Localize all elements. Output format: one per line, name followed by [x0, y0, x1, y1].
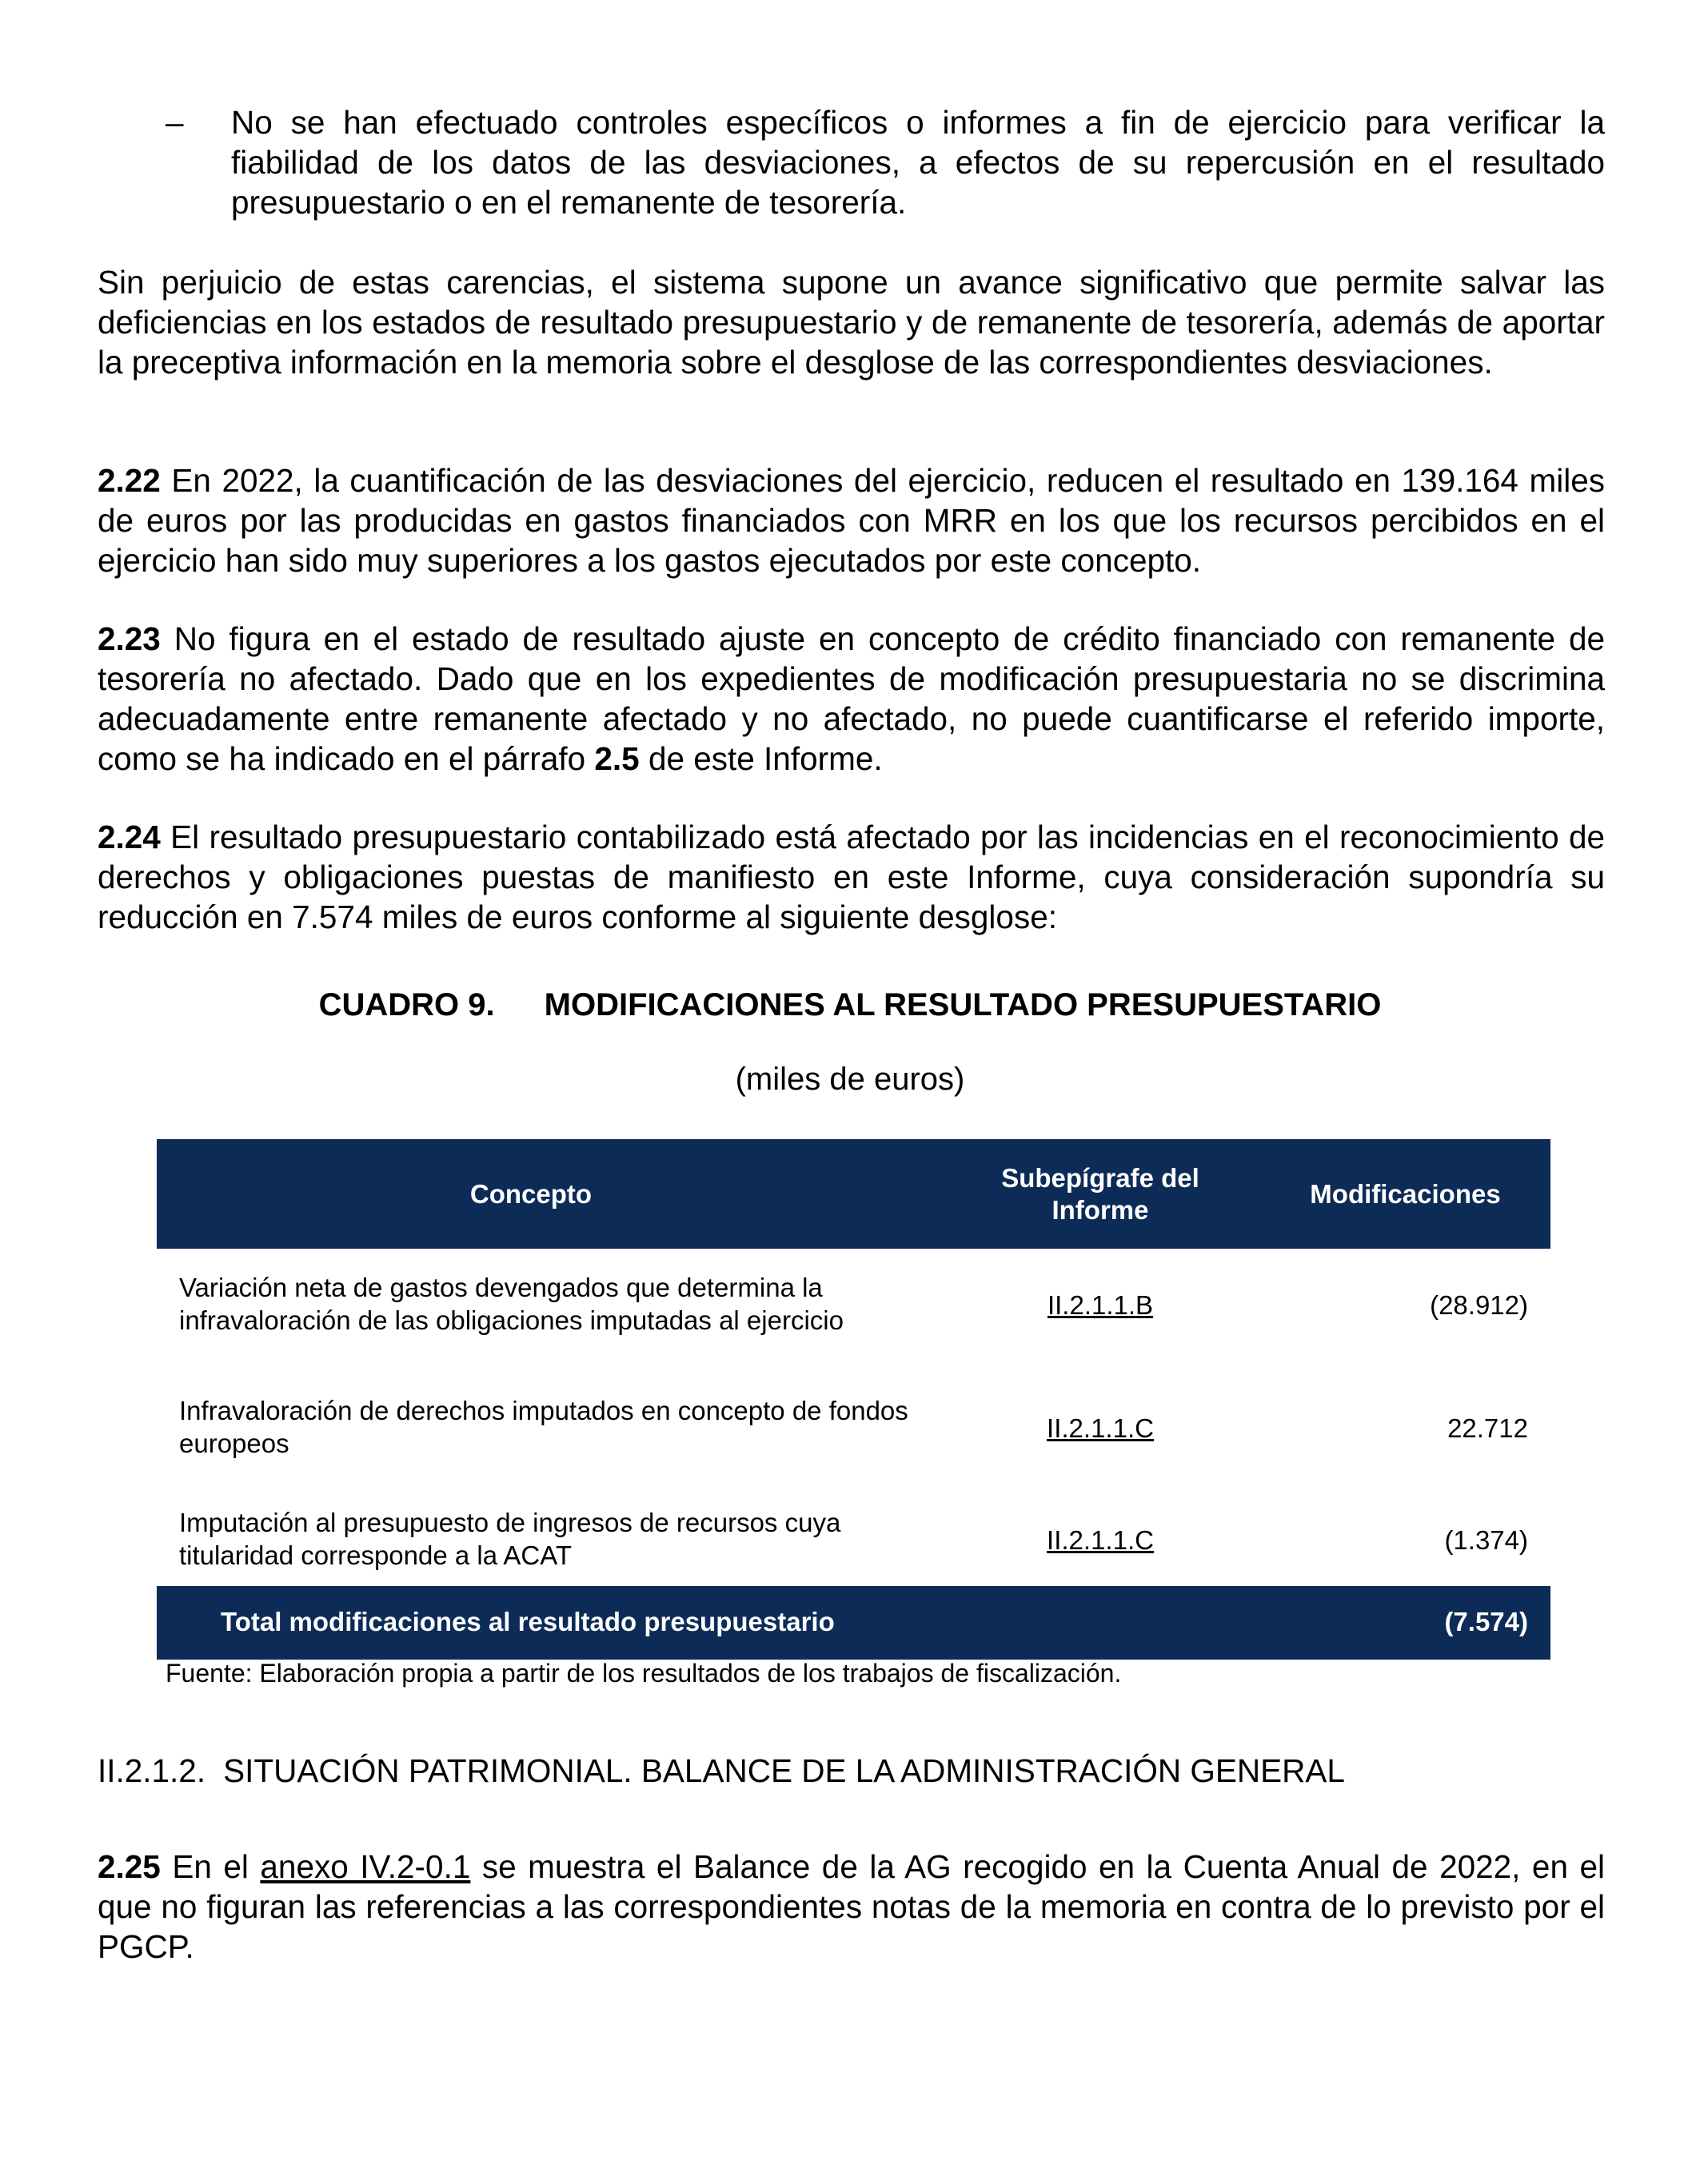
section-heading [98, 1751, 1345, 1791]
paragraph-number: 2.22 [98, 462, 161, 499]
paragraph-number: 2.25 [98, 1848, 161, 1885]
paragraph-intro: Sin perjuicio de estas carencias, el sistema supone un avance significativo que permite salvar las deficiencias en los estados de resultado presupuestario y de remanente de tesorería, además de aportar la preceptiva información en la memoria sobre el desglose de las correspondientes desviaciones. [98, 264, 1605, 381]
caption-title: MODIFICACIONES AL RESULTADO PRESUPUESTARIO [544, 987, 1382, 1022]
paragraph-2-24 [98, 817, 1605, 937]
paragraph-text-end: de este Informe. [639, 740, 883, 777]
row-value: (28.912) [1430, 1290, 1528, 1320]
paragraph-text: El resultado presupuestario contabilizado está afectado por las incidencias en el reconocimiento de derechos y obligaciones puestas de manifiesto en este Informe, cuya consideración supondría su reducción en 7.574 miles de euros conforme al siguiente desglose: [98, 819, 1605, 935]
paragraph-2-23 [98, 619, 1605, 779]
bullet-dash: – [166, 104, 184, 141]
table-row [157, 1249, 1550, 1361]
header-concepto: Concepto [469, 1178, 593, 1209]
paragraph-number: 2.23 [98, 620, 161, 657]
section-title: SITUACIÓN PATRIMONIAL. BALANCE DE LA ADMINISTRACIÓN GENERAL [223, 1752, 1345, 1789]
annex-link[interactable]: anexo IV.2-0.1 [260, 1848, 471, 1885]
header-subepigrafe: Subepígrafe del Informe [1001, 1162, 1199, 1225]
paragraph-text: En el [160, 1848, 261, 1885]
row-reference-link[interactable]: II.2.1.1.C [1047, 1525, 1154, 1555]
table-source: Fuente: Elaboración propia a partir de los resultados de los trabajos de fiscalización. [166, 1659, 1122, 1688]
paragraph-reference: 2.5 [594, 740, 640, 777]
table-row [157, 1473, 1550, 1584]
row-concept: Imputación al presupuesto de ingresos de recursos cuya titularidad corresponde a la ACAT [179, 1508, 841, 1570]
paragraph-2-25 [98, 1847, 1605, 1967]
table-units: (miles de euros) [735, 1062, 965, 1097]
section-number: II.2.1.2. [98, 1752, 206, 1789]
table-header [157, 1139, 1550, 1249]
table-caption [0, 985, 1700, 1025]
paragraph-number: 2.24 [98, 819, 161, 855]
row-value: 22.712 [1447, 1413, 1528, 1443]
paragraph-text: No figura en el estado de resultado ajuste en concepto de crédito financiado con remanente de tesorería no afectado. Dado que en los expedientes de modificación presupuestaria no se discrimina adecuadamente entre remanente afectado y no afectado, no puede cuantificarse el referido importe, como se ha indicado en el párrafo [98, 620, 1605, 777]
header-modificaciones: Modificaciones [1310, 1178, 1501, 1209]
paragraph-text: En 2022, la cuantificación de las desviaciones del ejercicio, reducen el resultado en 139.164 miles de euros por las producidas en gastos financiados con MRR en los que los recursos percibidos en el ejercicio han sido muy superiores a los gastos ejecutados por este concepto. [98, 462, 1605, 579]
paragraph-text-end: se muestra el Balance de la AG recogido en la Cuenta Anual de 2022, en el que no figuran las referencias a las correspondientes notas de la memoria en contra de lo previsto por el PGCP. [98, 1848, 1605, 1965]
caption-number: CUADRO 9. [318, 987, 495, 1022]
bullet-text: No se han efectuado controles específicos o informes a fin de ejercicio para verificar la fiabilidad de los datos de las desviaciones, a efectos de su repercusión en el resultado presupuestario o en el remanente de tesorería. [231, 104, 1605, 221]
row-concept: Infravaloración de derechos imputados en concepto de fondos europeos [179, 1396, 908, 1458]
paragraph-2-22 [98, 460, 1605, 580]
row-value: (1.374) [1444, 1525, 1528, 1555]
total-label: Total modificaciones al resultado presupuestario [221, 1607, 835, 1636]
table-total-row [157, 1586, 1550, 1660]
bullet-item [98, 102, 1605, 222]
row-reference-link[interactable]: II.2.1.1.B [1047, 1290, 1154, 1320]
modifications-table [157, 1139, 1550, 1660]
table-row [157, 1361, 1550, 1473]
row-concept: Variación neta de gastos devengados que determina la infravaloración de las obligaciones imputadas al ejercicio [179, 1273, 844, 1335]
total-value: (7.574) [1444, 1607, 1528, 1636]
row-reference-link[interactable]: II.2.1.1.C [1047, 1413, 1154, 1443]
